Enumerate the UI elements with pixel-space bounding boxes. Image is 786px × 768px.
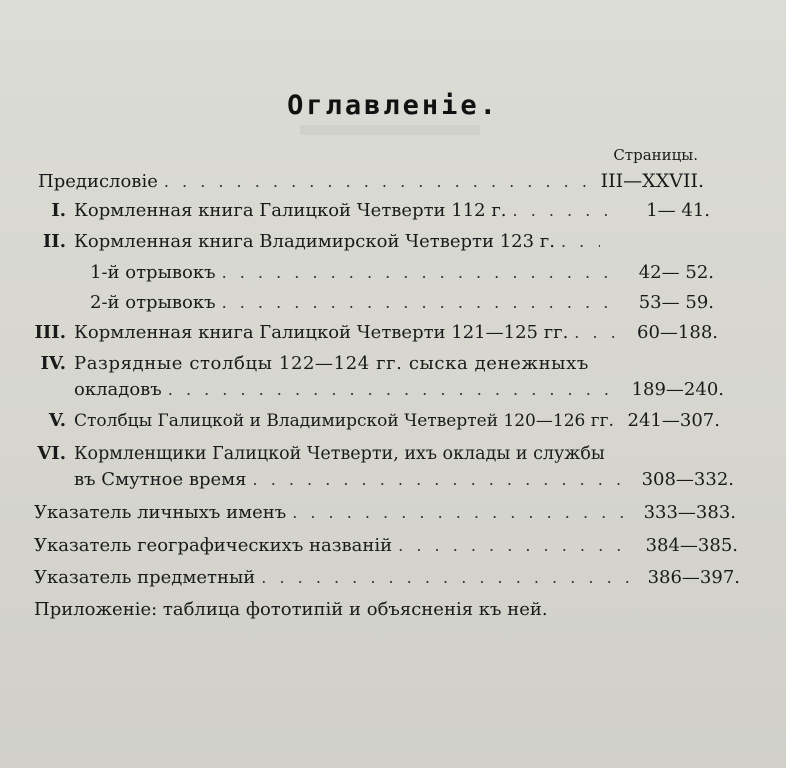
toc-entry — [0, 467, 786, 495]
dot-leader — [513, 198, 608, 224]
toc-entry-pages: 60—188. — [637, 322, 718, 343]
toc-entry-pages: 386—397. — [647, 567, 740, 588]
toc-entry — [0, 408, 786, 436]
toc-entry-label: Предисловіе — [38, 171, 158, 192]
toc-entry-label: Указатель географическихъ названій — [34, 535, 393, 556]
toc-entry-label: Кормленная книга Галицкой Четверти 121—125 гг. — [74, 322, 569, 343]
dot-leader — [222, 260, 612, 286]
toc-entry-label: Кормленщики Галицкой Четверти, ихъ оклады и службы — [74, 444, 605, 464]
toc-entry-pages: 308—332. — [641, 469, 734, 490]
pages-column-header: Страницы. — [613, 146, 698, 164]
toc-entry-label: 2-й отрывокъ — [90, 292, 216, 313]
toc-entry — [0, 533, 786, 561]
toc-entry-label: Указатель личныхъ именъ — [34, 502, 287, 523]
page-title: Оглавленіе. — [287, 90, 499, 121]
toc-entry-pages: 189—240. — [631, 379, 724, 400]
toc-entry-label: въ Смутное время — [74, 469, 247, 490]
toc-entry-pages: 53— 59. — [638, 292, 714, 313]
toc-entry — [0, 597, 786, 625]
toc-entry-label: Столбцы Галицкой и Владимирской Четвертей 120—126 гг. — [74, 411, 614, 431]
dot-leader — [574, 320, 616, 346]
toc-entry — [0, 441, 786, 469]
toc-entry-label: окладовъ — [74, 379, 162, 400]
dot-leader — [561, 229, 600, 255]
toc-entry-number: I. — [51, 200, 66, 221]
toc-entry-label: Приложеніе: таблица фототипій и объясненія къ ней. — [34, 599, 548, 620]
toc-entry-label: Указатель предметный — [34, 567, 256, 588]
toc-entry-pages: III—XXVII. — [600, 170, 704, 192]
toc-entry — [0, 290, 786, 318]
toc-entry — [0, 260, 786, 288]
toc-entry-number: III. — [34, 322, 66, 343]
toc-entry-number: V. — [48, 410, 66, 431]
toc-entry — [0, 351, 786, 379]
toc-entry — [0, 565, 786, 593]
toc-entry-label: Кормленная книга Галицкой Четверти 112 г. — [74, 200, 507, 221]
toc-entry-pages: 42— 52. — [638, 262, 714, 283]
dot-leader — [168, 377, 622, 403]
toc-entry-label: 1-й отрывокъ — [90, 262, 216, 283]
toc-entry-number: II. — [42, 231, 66, 252]
toc-entry — [0, 168, 786, 196]
toc-entry — [0, 198, 786, 226]
dot-leader — [164, 169, 595, 195]
dot-leader — [222, 290, 612, 316]
toc-entry — [0, 500, 786, 528]
toc-entry-number: IV. — [40, 353, 66, 374]
toc-entry-label: Разрядные столбцы 122—124 гг. сыска денежныхъ — [74, 353, 589, 374]
dot-leader — [398, 533, 636, 559]
toc-entry-pages: 1— 41. — [646, 200, 710, 221]
toc-entry-pages: 241—307. — [627, 410, 720, 431]
toc-entry-label: Кормленная книга Владимирской Четверти 123 г. — [74, 231, 555, 252]
dot-leader — [292, 500, 634, 526]
dot-leader — [253, 467, 632, 493]
toc-entry-pages: 384—385. — [645, 535, 738, 556]
dot-leader — [261, 565, 638, 591]
show-through-shadow — [300, 125, 480, 135]
toc-entry — [0, 229, 786, 257]
toc-entry-pages: 333—383. — [643, 502, 736, 523]
toc-entry — [0, 320, 786, 348]
toc-entry-number: VI. — [37, 443, 66, 464]
toc-entry — [0, 377, 786, 405]
